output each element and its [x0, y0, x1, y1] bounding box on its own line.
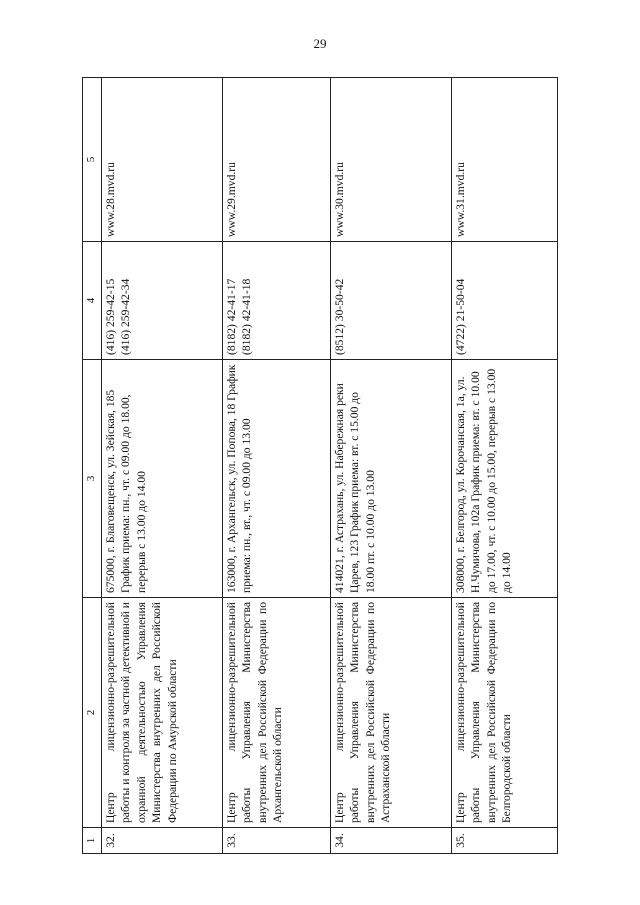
row-number: 35. — [451, 828, 557, 854]
address-schedule: 163000, г. Архангельск, ул. Попова, 18 График приема: пн., вт., чт. с 09.00 до 13.00 — [222, 360, 330, 598]
organization-name: Центр лицензионно-разрешительной работы Управления Министерства внутренних дел Российской Федерации по Архангельской области — [222, 598, 330, 828]
address-schedule: 675000, г. Благовещенск, ул. Зейская, 185 График приема: пн., чт. с 09.00 до 18.00, перерыв с 13.00 до 14.00 — [101, 360, 222, 598]
row-number: 33. — [222, 828, 330, 854]
table-row — [330, 78, 451, 854]
address-schedule: 414021, г. Астрахань, ул. Набережная реки Царев, 123 График приема: вт. с 15.00 до 18.00 пт. с 10.00 до 13.00 — [330, 360, 451, 598]
row-number: 32. — [101, 828, 222, 854]
service-centers-table — [82, 77, 558, 854]
organization-name: Центр лицензионно-разрешительной работы и контроля за частной детективной и охранной деятельностью Управления Министерства внутренних дел Российской Федерации по Амурской области — [101, 598, 222, 828]
phone-cell — [101, 242, 222, 360]
column-header: 3 — [83, 360, 102, 598]
phone-cell — [222, 242, 330, 360]
table-row — [222, 78, 330, 854]
phone-number: (8182) 42-41-18 — [240, 278, 254, 355]
website-link[interactable]: www.29.mvd.ru — [222, 78, 330, 242]
organization-name: Центр лицензионно-разрешительной работы Управления Министерства внутренних дел Российской Федерации по Белгородской области — [451, 598, 557, 828]
page-number: 29 — [313, 36, 327, 51]
rotated-table-wrapper — [82, 78, 542, 854]
website-link[interactable]: www.28.mvd.ru — [101, 78, 222, 242]
phone-cell — [451, 242, 557, 360]
column-header: 5 — [83, 78, 102, 242]
organization-name: Центр лицензионно-разрешительной работы Управления Министерства внутренних дел Российской Федерации по Астраханской области — [330, 598, 451, 828]
website-link[interactable]: www.30.mvd.ru — [330, 78, 451, 242]
phone-number: (416) 259-42-15 — [103, 278, 117, 355]
phone-number: (8182) 42-41-17 — [224, 278, 238, 355]
website-link[interactable]: www.31.mvd.ru — [451, 78, 557, 242]
column-header: 2 — [83, 598, 102, 828]
row-number: 34. — [330, 828, 451, 854]
address-schedule: 308000, г. Белгород, ул. Корочанская, 1а, ул. Н.Чумичова, 102а График приема: вт. с 10.00 до 17.00, чт. с 10.00 до 15.00, перерыв с 13.00 до 14.00 — [451, 360, 557, 598]
column-header: 4 — [83, 242, 102, 360]
table-row — [451, 78, 557, 854]
column-header: 1 — [83, 828, 102, 854]
table-row — [101, 78, 222, 854]
phone-number: (4722) 21-50-04 — [453, 278, 467, 355]
phone-cell — [330, 242, 451, 360]
header-row — [83, 78, 102, 854]
phone-number: (8512) 30-50-42 — [332, 278, 346, 355]
phone-number: (416) 259-42-34 — [119, 278, 133, 355]
